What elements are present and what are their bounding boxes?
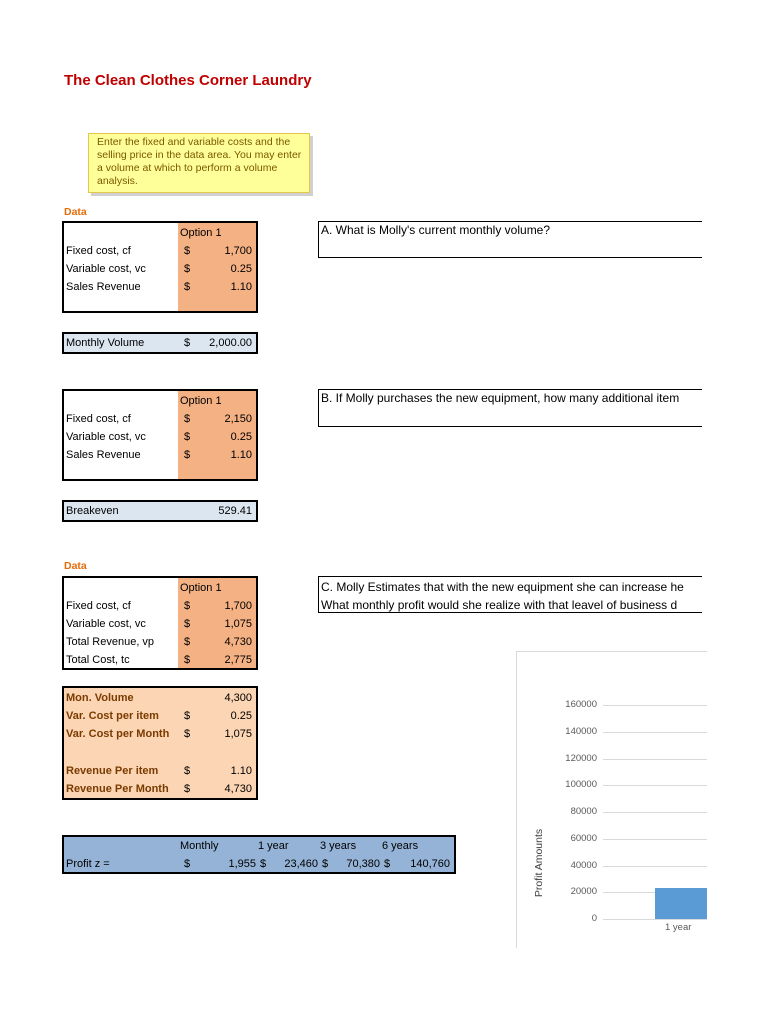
table2-row[interactable]: Sales Revenue $ 1.10 <box>66 449 252 461</box>
volume-row[interactable]: Mon. Volume 4,300 <box>66 692 252 704</box>
profit-header-3years: 3 years <box>320 840 357 852</box>
y-tick-label: 100000 <box>565 779 597 791</box>
table3-row[interactable]: Fixed cost, cf $ 1,700 <box>66 600 252 612</box>
table3-header: Option 1 <box>180 582 222 594</box>
table2-row[interactable]: Variable cost, vc $ 0.25 <box>66 431 252 443</box>
y-tick-label: 60000 <box>570 832 597 844</box>
profit-row[interactable]: Profit z = $ 1,955 $ 23,460 $ 70,380 $ 140,760 <box>66 858 450 870</box>
gridline <box>603 759 707 760</box>
gridline <box>603 732 707 733</box>
gridline <box>603 812 707 813</box>
gridline <box>603 866 707 867</box>
question-c[interactable]: C. Molly Estimates that with the new equipment she can increase he What monthly profit would she realize with that leavel of business d <box>318 576 702 613</box>
gridline <box>603 785 707 786</box>
cost-table-3 <box>62 576 258 670</box>
x-tick-label: 1 year <box>665 922 692 933</box>
table3-row[interactable]: Variable cost, vc $ 1,075 <box>66 618 252 630</box>
y-tick-label: 140000 <box>565 725 597 737</box>
table1-row[interactable]: Sales Revenue $ 1.10 <box>66 281 252 293</box>
cost-table-2 <box>62 389 258 481</box>
data-section-label-2: Data <box>64 560 87 572</box>
profit-table <box>62 835 456 874</box>
table1-row[interactable]: Fixed cost, cf $ 1,700 <box>66 245 252 257</box>
profit-header-monthly: Monthly <box>180 840 219 852</box>
y-tick-label: 120000 <box>565 752 597 764</box>
volume-row[interactable]: Revenue Per Month $ 4,730 <box>66 783 252 795</box>
question-b[interactable]: B. If Molly purchases the new equipment, how many additional item <box>318 389 702 427</box>
gridline <box>603 705 707 706</box>
profit-header-1year: 1 year <box>258 840 289 852</box>
table3-row[interactable]: Total Cost, tc $ 2,775 <box>66 654 252 666</box>
page-title: The Clean Clothes Corner Laundry <box>64 72 312 89</box>
volume-row[interactable]: Var. Cost per item $ 0.25 <box>66 710 252 722</box>
y-tick-label: 20000 <box>570 886 597 898</box>
gridline <box>603 839 707 840</box>
instruction-note: Enter the fixed and variable costs and the selling price in the data area. You may enter a volume at which to perform a volume analysis. <box>88 133 310 193</box>
volume-analysis-table <box>62 686 258 800</box>
profit-chart[interactable] <box>516 651 707 948</box>
table1-header: Option 1 <box>180 227 222 239</box>
profit-header-6years: 6 years <box>382 840 419 852</box>
y-tick-label: 40000 <box>570 859 597 871</box>
y-tick-label: 160000 <box>565 699 597 710</box>
question-a[interactable]: A. What is Molly's current monthly volume? <box>318 221 702 258</box>
cost-table-1 <box>62 221 258 313</box>
volume-row[interactable]: Revenue Per item $ 1.10 <box>66 765 252 777</box>
table2-row[interactable]: Fixed cost, cf $ 2,150 <box>66 413 252 425</box>
gridline <box>603 919 707 920</box>
volume-row[interactable]: Var. Cost per Month $ 1,075 <box>66 728 252 740</box>
table2-header: Option 1 <box>180 395 222 407</box>
breakeven-row[interactable]: Breakeven 529.41 <box>62 500 258 522</box>
y-axis-label: Profit Amounts <box>533 828 545 898</box>
data-section-label-1: Data <box>64 206 87 218</box>
table3-row[interactable]: Total Revenue, vp $ 4,730 <box>66 636 252 648</box>
y-tick-label: 0 <box>591 913 597 924</box>
y-tick-label: 80000 <box>570 806 597 817</box>
table1-row[interactable]: Variable cost, vc $ 0.25 <box>66 263 252 275</box>
monthly-volume-row[interactable]: Monthly Volume $ 2,000.00 <box>62 332 258 354</box>
bar-1-year[interactable] <box>655 888 707 919</box>
